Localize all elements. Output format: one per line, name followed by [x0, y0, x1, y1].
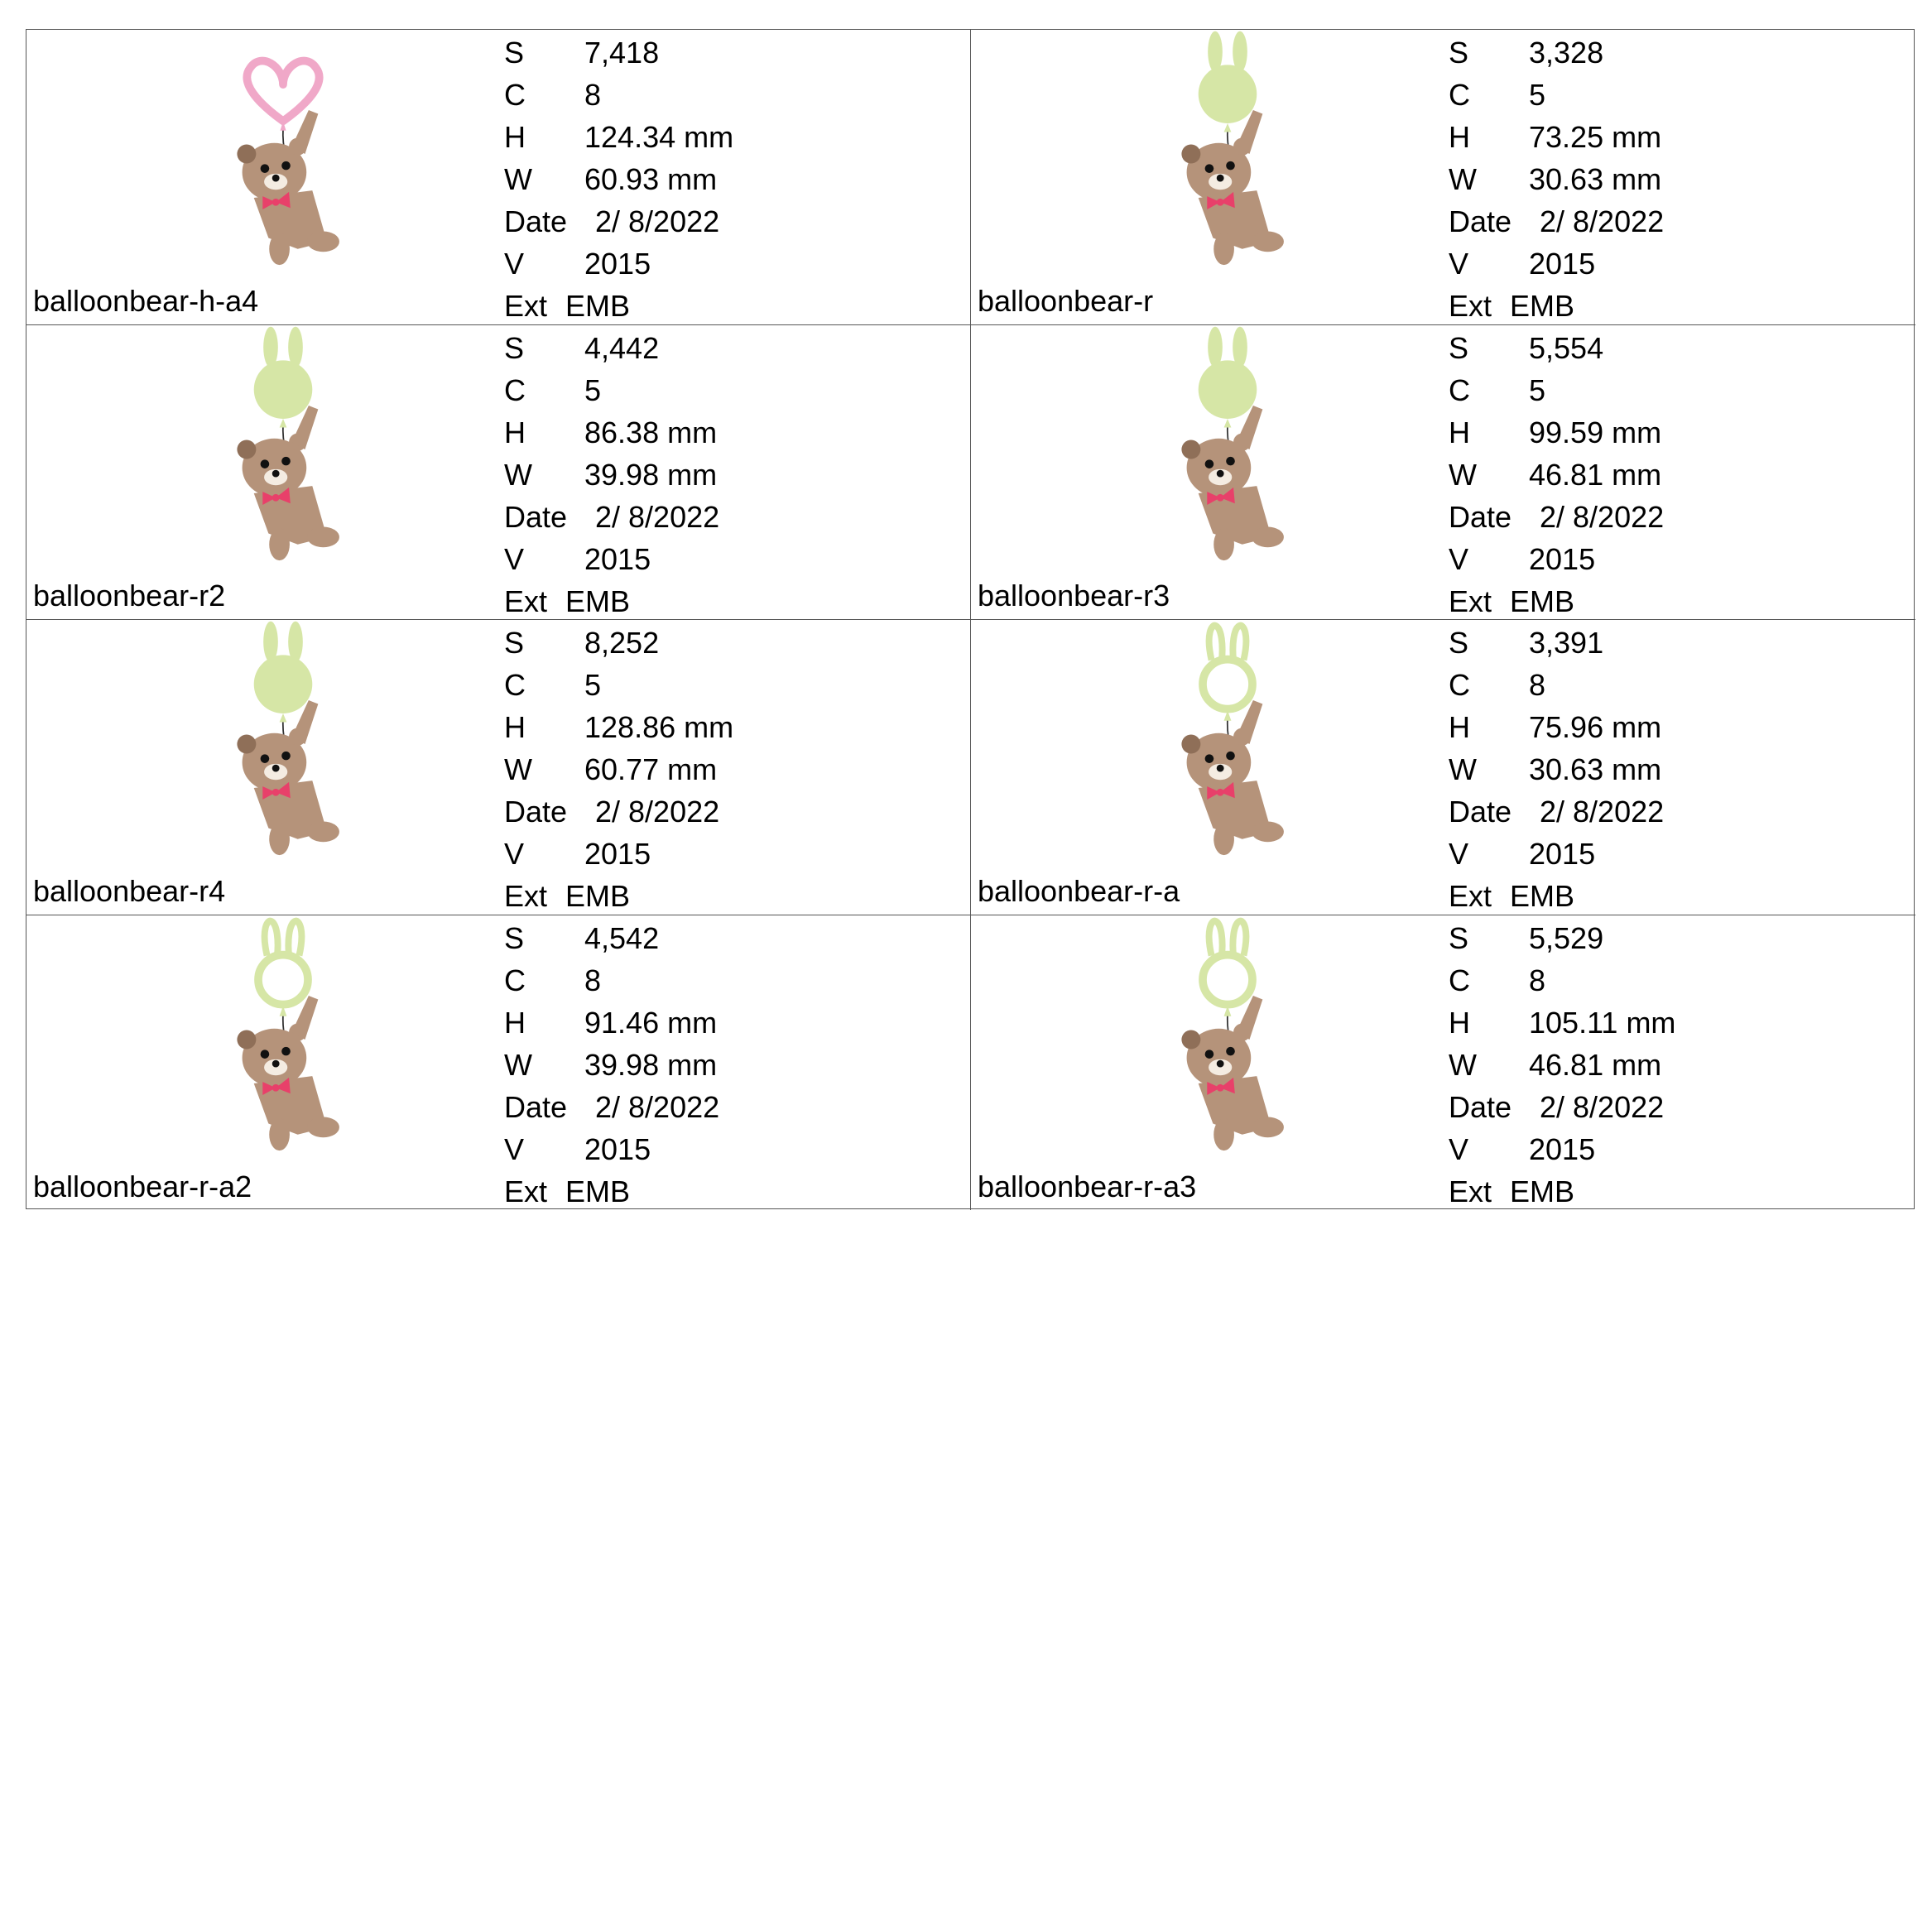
spec-label: H [1449, 120, 1470, 154]
spec-value: 3,391 [1529, 626, 1604, 660]
spec-value: 99.59 mm [1529, 415, 1662, 449]
spec-label: Ext [504, 879, 548, 913]
spec-label: W [1449, 457, 1477, 492]
spec-row-ext [1449, 580, 1664, 622]
spec-label: V [1449, 541, 1469, 576]
design-filename: balloonbear-r [978, 283, 1154, 318]
spec-value: 30.63 mm [1529, 752, 1662, 786]
spec-label: Ext [1449, 289, 1492, 323]
design-specs [1449, 327, 1664, 622]
design-specs [1449, 622, 1664, 917]
spec-value: EMB [565, 289, 631, 323]
spec-value: 2/ 8/2022 [595, 204, 720, 238]
spec-value: EMB [565, 584, 631, 618]
spec-row-v [1449, 833, 1664, 875]
spec-label: W [1449, 1047, 1477, 1082]
spec-row-v [504, 1128, 719, 1170]
design-card [26, 620, 971, 915]
spec-value: 2015 [1529, 541, 1596, 576]
spec-value: 2/ 8/2022 [1540, 795, 1665, 829]
spec-row-date [504, 200, 733, 243]
spec-value: 2/ 8/2022 [1540, 204, 1665, 238]
design-specs [504, 917, 719, 1213]
embroidery-preview-image [175, 620, 391, 868]
spec-row-s [504, 622, 733, 664]
spec-label: C [504, 963, 526, 997]
spec-row-ext [504, 1170, 719, 1213]
spec-label: S [1449, 920, 1469, 955]
spec-row-date [504, 1086, 719, 1128]
design-filename: balloonbear-r-a [978, 873, 1180, 908]
spec-label: Date [1449, 204, 1512, 238]
spec-label: S [1449, 36, 1469, 70]
spec-value: 5 [1529, 78, 1546, 112]
spec-row-date [504, 790, 733, 833]
spec-value: 8 [1529, 668, 1546, 702]
spec-value: 5 [1529, 372, 1546, 407]
spec-label: V [504, 837, 525, 871]
spec-row-ext [1449, 875, 1664, 917]
design-filename: balloonbear-r2 [33, 579, 226, 612]
spec-row-c [1449, 959, 1675, 1002]
spec-label: H [1449, 415, 1470, 449]
embroidery-preview-image [175, 325, 391, 574]
embroidery-preview-image [175, 30, 391, 278]
embroidery-preview-image [175, 915, 391, 1164]
spec-value: 8 [584, 963, 602, 997]
embroidery-preview-image [1120, 915, 1335, 1164]
spec-row-c [1449, 74, 1664, 116]
spec-label: C [1449, 963, 1470, 997]
spec-row-s [504, 917, 719, 959]
spec-row-c [1449, 369, 1664, 411]
spec-row-w [1449, 748, 1664, 790]
spec-value: 2/ 8/2022 [595, 499, 720, 534]
design-specs [1449, 31, 1664, 327]
spec-row-date [1449, 790, 1664, 833]
spec-value: 2015 [584, 1131, 651, 1166]
spec-value: 7,418 [584, 36, 660, 70]
spec-label: C [1449, 78, 1470, 112]
spec-label: Ext [1449, 1174, 1492, 1208]
spec-value: 128.86 mm [584, 710, 734, 744]
spec-label: H [504, 120, 526, 154]
spec-row-c [504, 959, 719, 1002]
design-card [971, 30, 1915, 325]
spec-row-c [1449, 664, 1664, 706]
design-specs [504, 327, 719, 622]
spec-row-h [504, 1002, 719, 1044]
spec-value: 8,252 [584, 626, 660, 660]
spec-row-ext [1449, 1170, 1675, 1213]
spec-row-h [504, 116, 733, 158]
spec-row-c [504, 369, 719, 411]
spec-value: EMB [1510, 289, 1575, 323]
spec-row-h [1449, 116, 1664, 158]
spec-row-w [504, 454, 719, 496]
spec-value: 4,542 [584, 920, 660, 955]
spec-row-s [1449, 31, 1664, 74]
spec-value: EMB [1510, 879, 1575, 913]
spec-label: Ext [504, 289, 548, 323]
design-card [971, 325, 1915, 621]
spec-row-c [504, 664, 733, 706]
spec-label: H [504, 415, 526, 449]
spec-label: C [504, 78, 526, 112]
spec-label: V [504, 247, 525, 281]
spec-row-s [1449, 917, 1675, 959]
design-card [26, 30, 971, 325]
spec-row-v [504, 833, 733, 875]
spec-row-v [1449, 538, 1664, 580]
spec-value: 5 [584, 668, 602, 702]
spec-row-date [1449, 1086, 1675, 1128]
design-filename: balloonbear-h-a4 [33, 283, 259, 318]
design-filename: balloonbear-r-a3 [978, 1170, 1197, 1203]
spec-value: 60.77 mm [584, 752, 718, 786]
spec-row-v [504, 243, 733, 285]
spec-label: Ext [504, 1174, 548, 1208]
spec-row-s [504, 31, 733, 74]
spec-value: EMB [1510, 1174, 1575, 1208]
spec-row-h [1449, 706, 1664, 748]
spec-value: 60.93 mm [584, 162, 718, 196]
design-card [26, 325, 971, 621]
spec-label: Ext [504, 584, 548, 618]
spec-row-v [1449, 243, 1664, 285]
spec-label: H [504, 710, 526, 744]
spec-row-c [504, 74, 733, 116]
spec-value: 5 [584, 372, 602, 407]
embroidery-preview-image [1120, 30, 1335, 278]
spec-value: 46.81 mm [1529, 457, 1662, 492]
spec-row-ext [504, 580, 719, 622]
design-catalog-sheet [26, 29, 1915, 1209]
embroidery-preview-image [1120, 620, 1335, 868]
spec-row-s [1449, 327, 1664, 369]
spec-value: 2/ 8/2022 [595, 1089, 720, 1124]
spec-row-s [504, 327, 719, 369]
spec-label: Ext [1449, 584, 1492, 618]
spec-row-v [504, 538, 719, 580]
spec-value: 3,328 [1529, 36, 1604, 70]
design-specs [504, 622, 733, 917]
spec-value: 2/ 8/2022 [1540, 499, 1665, 534]
spec-label: V [1449, 837, 1469, 871]
design-filename: balloonbear-r4 [33, 873, 226, 908]
spec-value: 86.38 mm [584, 415, 718, 449]
spec-row-v [1449, 1128, 1675, 1170]
spec-row-date [1449, 496, 1664, 538]
spec-value: 8 [1529, 963, 1546, 997]
spec-label: Date [504, 1089, 568, 1124]
spec-label: Date [504, 795, 568, 829]
spec-value: 2015 [1529, 1131, 1596, 1166]
spec-row-w [1449, 1044, 1675, 1086]
spec-label: W [504, 457, 532, 492]
spec-row-h [1449, 411, 1664, 454]
spec-label: Date [1449, 1089, 1512, 1124]
spec-label: Date [504, 204, 568, 238]
spec-value: 5,529 [1529, 920, 1604, 955]
spec-value: 73.25 mm [1529, 120, 1662, 154]
design-specs [504, 31, 733, 327]
spec-label: Date [504, 499, 568, 534]
design-filename: balloonbear-r3 [978, 579, 1170, 612]
spec-value: 8 [584, 78, 602, 112]
spec-label: Ext [1449, 879, 1492, 913]
spec-label: V [504, 1131, 525, 1166]
spec-label: W [504, 752, 532, 786]
spec-value: 2015 [584, 541, 651, 576]
spec-row-h [1449, 1002, 1675, 1044]
design-card [26, 915, 971, 1211]
spec-row-w [1449, 454, 1664, 496]
spec-value: 91.46 mm [584, 1005, 718, 1040]
spec-label: V [1449, 1131, 1469, 1166]
spec-label: S [504, 36, 525, 70]
spec-value: 2015 [1529, 837, 1596, 871]
spec-label: W [1449, 162, 1477, 196]
spec-row-ext [504, 875, 733, 917]
spec-value: 124.34 mm [584, 120, 734, 154]
spec-value: 2015 [584, 837, 651, 871]
spec-value: 75.96 mm [1529, 710, 1662, 744]
spec-label: C [1449, 668, 1470, 702]
spec-value: 30.63 mm [1529, 162, 1662, 196]
spec-value: 2/ 8/2022 [1540, 1089, 1665, 1124]
spec-row-h [504, 706, 733, 748]
spec-label: H [1449, 1005, 1470, 1040]
spec-label: H [504, 1005, 526, 1040]
spec-value: EMB [565, 1174, 631, 1208]
spec-label: W [1449, 752, 1477, 786]
spec-row-s [1449, 622, 1664, 664]
spec-label: S [1449, 330, 1469, 365]
spec-row-w [1449, 158, 1664, 200]
spec-value: EMB [565, 879, 631, 913]
spec-label: H [1449, 710, 1470, 744]
spec-label: S [504, 330, 525, 365]
spec-row-h [504, 411, 719, 454]
spec-row-w [504, 158, 733, 200]
spec-value: 46.81 mm [1529, 1047, 1662, 1082]
spec-label: Date [1449, 499, 1512, 534]
spec-label: S [1449, 626, 1469, 660]
spec-row-ext [504, 285, 733, 327]
design-specs [1449, 917, 1675, 1213]
spec-value: EMB [1510, 584, 1575, 618]
design-filename: balloonbear-r-a2 [33, 1170, 252, 1203]
spec-label: W [504, 162, 532, 196]
spec-value: 39.98 mm [584, 1047, 718, 1082]
spec-label: Date [1449, 795, 1512, 829]
spec-value: 2015 [1529, 247, 1596, 281]
spec-row-date [1449, 200, 1664, 243]
spec-value: 5,554 [1529, 330, 1604, 365]
spec-label: S [504, 626, 525, 660]
spec-label: S [504, 920, 525, 955]
spec-row-w [504, 748, 733, 790]
spec-value: 4,442 [584, 330, 660, 365]
spec-label: C [1449, 372, 1470, 407]
spec-row-ext [1449, 285, 1664, 327]
spec-label: C [504, 372, 526, 407]
spec-value: 105.11 mm [1529, 1005, 1676, 1040]
embroidery-preview-image [1120, 325, 1335, 574]
design-card [971, 620, 1915, 915]
spec-value: 2015 [584, 247, 651, 281]
spec-label: V [1449, 247, 1469, 281]
spec-label: C [504, 668, 526, 702]
design-card [971, 915, 1915, 1211]
spec-value: 2/ 8/2022 [595, 795, 720, 829]
spec-label: V [504, 541, 525, 576]
spec-value: 39.98 mm [584, 457, 718, 492]
spec-row-w [504, 1044, 719, 1086]
spec-row-date [504, 496, 719, 538]
spec-label: W [504, 1047, 532, 1082]
